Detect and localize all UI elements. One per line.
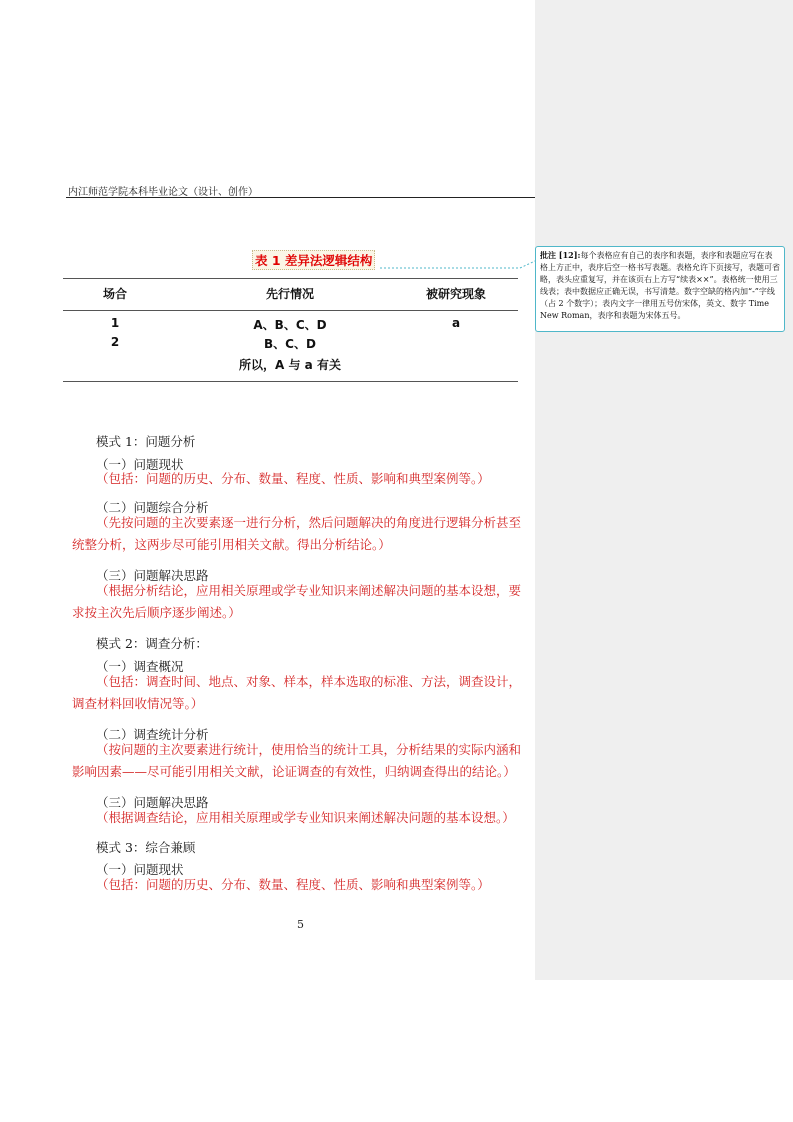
column-header-antecedent: 先行情况 xyxy=(265,287,314,301)
instruction-note: （包括：调查时间、地点、对象、样本，样本选取的标准、方法，调查设计，调查材料回收情况等。） xyxy=(72,674,522,711)
table-cell-case: 2 xyxy=(110,335,120,349)
instruction-note: （根据调查结论，应用相关原理或学专业知识来阐述解决问题的基本设想。） xyxy=(96,810,515,825)
instruction-note: （按问题的主次要素进行统计，使用恰当的统计工具，分析结果的实际内涵和影响因素——尽可能引用相关文献，论证调查的有效性，归纳调查得出的结论。） xyxy=(72,742,522,779)
table-caption[interactable]: 表 1 差异法逻辑结构 xyxy=(252,250,375,270)
section-heading: 模式 1：问题分析 xyxy=(96,434,196,449)
subsection-heading: （二）问题综合分析 xyxy=(96,500,209,515)
column-header-case: 场合 xyxy=(102,287,127,301)
subsection-heading: （二）调查统计分析 xyxy=(96,727,209,742)
table-cell-phenomenon: a xyxy=(451,316,461,330)
table-cell-antecedent: B、C、D xyxy=(264,337,316,351)
comment-label: 批注 [12]: xyxy=(540,250,581,260)
subsection-heading: （三）问题解决思路 xyxy=(96,568,209,583)
section-heading: 模式 2：调查分析： xyxy=(96,636,208,651)
table-cell-antecedent: A、B、C、D xyxy=(253,318,327,332)
subsection-heading: （一）调查概况 xyxy=(96,659,184,674)
comment-connector xyxy=(0,0,793,400)
running-header: 内江师范学院本科毕业论文（设计、创作） xyxy=(68,187,258,198)
comment-text: 每个表格应有自己的表序和表题，表序和表题应写在表格上方正中，表序后空一格书写表题。表格允许下页接写，表题可省略，表头应重复写，并在该页右上方写“续表××”。表格统一使用三线表；表中数据应正确无误，书写清楚。数字空缺的格内加“-”字线（占 2 个数字）；表内文字一律用五号仿宋体，英文、数字 Time New Roman，表序和表题为宋体五号。 xyxy=(540,251,780,320)
comment-balloon[interactable] xyxy=(535,246,785,332)
instruction-note: （包括：问题的历史、分布、数量、程度、性质、影响和典型案例等。） xyxy=(96,471,490,486)
subsection-heading: （一）问题现状 xyxy=(96,457,184,472)
column-header-phenomenon: 被研究现象 xyxy=(425,287,486,301)
instruction-note: （先按问题的主次要素逐一进行分析，然后问题解决的角度进行逻辑分析甚至统整分析，这两步尽可能引用相关文献。得出分析结论。） xyxy=(72,515,522,552)
subsection-heading: （一）问题现状 xyxy=(96,862,184,877)
table-cell-case: 1 xyxy=(110,316,120,330)
subsection-heading: （三）问题解决思路 xyxy=(96,795,209,810)
table-conclusion: 所以，A 与 a 有关 xyxy=(239,358,341,372)
instruction-note: （根据分析结论，应用相关原理或学专业知识来阐述解决问题的基本设想，要求按主次先后顺序逐步阐述。） xyxy=(72,583,522,620)
page-number: 5 xyxy=(297,918,304,931)
instruction-note: （包括：问题的历史、分布、数量、程度、性质、影响和典型案例等。） xyxy=(96,877,490,892)
section-heading: 模式 3：综合兼顾 xyxy=(96,840,196,855)
